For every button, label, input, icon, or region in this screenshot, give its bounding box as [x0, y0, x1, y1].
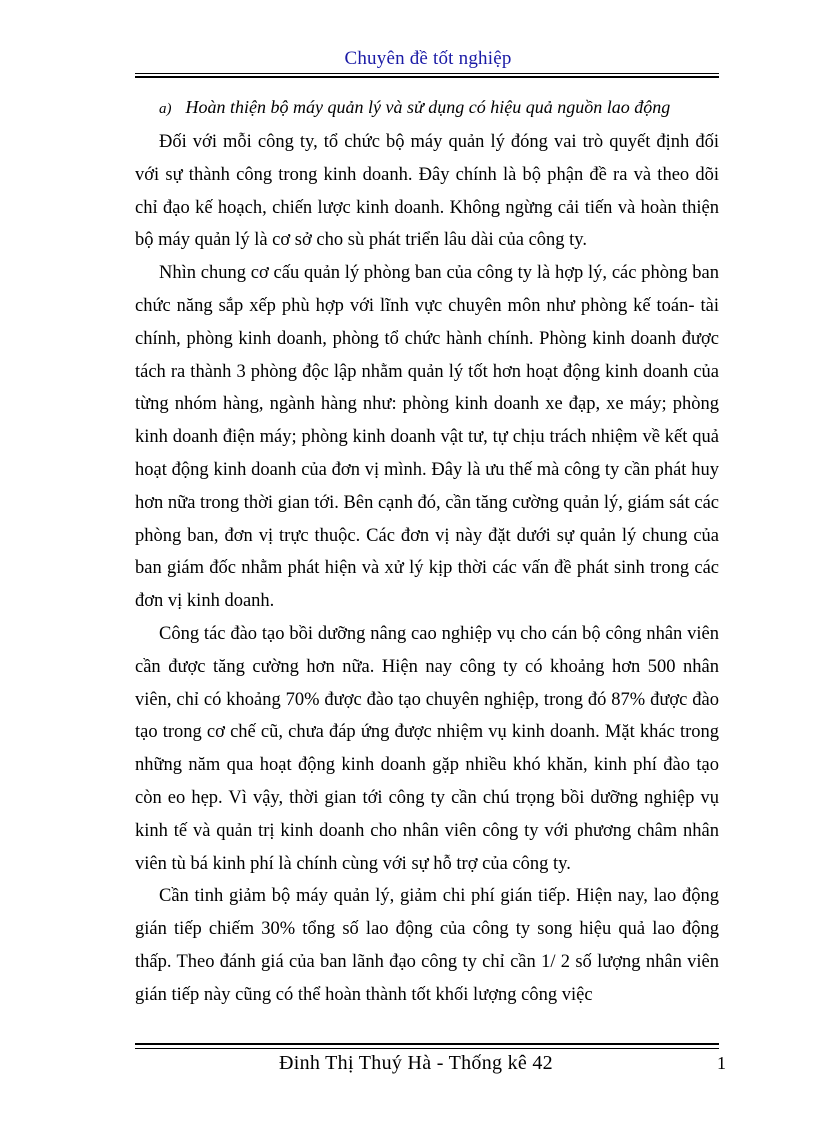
footer-rule-bottom: [135, 1048, 719, 1049]
paragraph-3: Công tác đào tạo bồi dưỡng nâng cao nghiệp vụ cho cán bộ công nhân viên cần được tăng cường hơn nữa. Hiện nay công ty có khoảng hơn 500 nhân viên, chỉ có khoảng 70% được đào tạo chuyên nghiệp, trong đó 87% được đào tạo trong cơ chế cũ, chưa đáp ứng được nhiệm vụ kinh doanh. Mặt khác trong những năm qua hoạt động kinh doanh gặp nhiều khó khăn, kinh phí đào tạo còn eo hẹp. Vì vậy, thời gian tới công ty cần chú trọng bồi dưỡng nghiệp vụ kinh tế và quản trị kinh doanh cho nhân viên công ty với phương châm nhân viên tù bá kinh phí là chính cùng với sự hỗ trợ của công ty.: [135, 623, 719, 874]
paragraph-1: Đối với mỗi công ty, tổ chức bộ máy quản lý đóng vai trò quyết định đối với sự thành công trong kinh doanh. Đây chính là bộ phận đề ra và theo dõi chỉ đạo kế hoạch, chiến lược kinh doanh. Không ngừng cải tiến và hoàn thiện bộ máy quản lý là cơ sở cho sù phát triển lâu dài của công ty.: [135, 132, 719, 251]
header-title: Chuyên đề tốt nghiệp: [344, 48, 512, 69]
subheading-text: Hoàn thiện bộ máy quản lý và sử dụng có hiệu quả nguồn lao động: [185, 97, 671, 117]
section-subheading: [135, 90, 719, 126]
page-number: 1: [717, 1053, 726, 1073]
footer-author: Đinh Thị Thuý Hà - Thống kê 42: [279, 1052, 553, 1074]
paragraph-4: Cần tinh giảm bộ máy quản lý, giảm chi phí gián tiếp. Hiện nay, lao động gián tiếp chiếm 30% tổng số lao động của công ty song hiệu quả lao động thấp. Theo đánh giá của ban lãnh đạo công ty chỉ cần 1/ 2 số lượng nhân viên gián tiếp này cũng có thể hoàn thành tốt khối lượng công việc: [135, 886, 719, 1005]
body-text: [135, 90, 719, 1012]
header-rule-bottom: [135, 76, 719, 78]
header-rule-top: [135, 73, 719, 74]
footer-rule-top: [135, 1043, 719, 1045]
subheading-marker: a): [159, 101, 172, 117]
paragraph-2: Nhìn chung cơ cấu quản lý phòng ban của công ty là hợp lý, các phòng ban chức năng sắp xếp phù hợp với lĩnh vực chuyên môn như phòng kế toán- tài chính, phòng kinh doanh, phòng tổ chức hành chính. Phòng kinh doanh được tách ra thành 3 phòng độc lập nhằm quản lý tốt hơn hoạt động kinh doanh của từng nhóm hàng, ngành hàng như: phòng kinh doanh xe đạp, xe máy; phòng kinh doanh điện máy; phòng kinh doanh vật tư, tự chịu trách nhiệm về kết quả hoạt động kinh doanh của đơn vị mình. Đây là ưu thế mà công ty cần phát huy hơn nữa trong thời gian tới. Bên cạnh đó, cần tăng cường quản lý, giám sát các phòng ban, đơn vị trực thuộc. Các đơn vị này đặt dưới sự quản lý chung của ban giám đốc nhằm phát hiện và xử lý kịp thời các vấn đề phát sinh trong các đơn vị kinh doanh.: [135, 263, 719, 612]
